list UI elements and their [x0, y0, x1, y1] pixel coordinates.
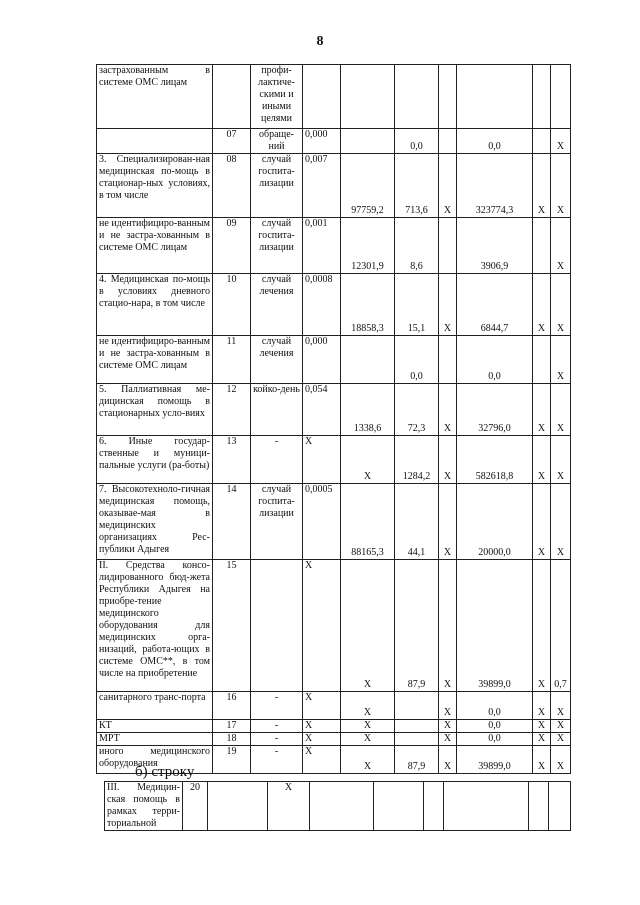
cell-name: III. Медицин-ская помощь в рамках терри-ториальной [105, 782, 183, 831]
cell-name: застрахованным в системе ОМС лицам [97, 65, 213, 129]
cell-name: КТ [97, 720, 213, 733]
cell-unit: обраще-ний [251, 129, 303, 154]
cell-c9: X [533, 692, 551, 720]
cell-c7 [424, 782, 444, 831]
cell-c8: 0,0 [457, 733, 533, 746]
cell-c10: X [551, 218, 571, 274]
cell-c7: X [439, 436, 457, 484]
cell-c6 [395, 733, 439, 746]
cell-c8: 3906,9 [457, 218, 533, 274]
cell-c9: X [533, 720, 551, 733]
cell-unit [251, 560, 303, 692]
cell-c6: 87,9 [395, 746, 439, 774]
cell-name: иного медицинского оборудования [97, 746, 213, 774]
cell-c9 [533, 336, 551, 384]
cell-unit: случай госпита-лизации [251, 218, 303, 274]
cell-c9: X [533, 560, 551, 692]
cell-num: 09 [213, 218, 251, 274]
cell-c6: 713,6 [395, 154, 439, 218]
cell-c7: X [439, 154, 457, 218]
cell-num: 15 [213, 560, 251, 692]
cell-c6: 44,1 [395, 484, 439, 560]
cell-num: 10 [213, 274, 251, 336]
cell-c6: 0,0 [395, 129, 439, 154]
cell-c7: X [439, 560, 457, 692]
cell-c8: 0,0 [457, 129, 533, 154]
table-row [97, 436, 571, 484]
cell-c9: X [533, 733, 551, 746]
cell-unit: - [251, 692, 303, 720]
table-row [97, 218, 571, 274]
cell-norm: X [303, 560, 341, 692]
cell-norm [303, 65, 341, 129]
cell-c5: 18858,3 [341, 274, 395, 336]
cell-name: не идентифициро-ванным и не застра-хованным в системе ОМС лицам [97, 218, 213, 274]
cell-num: 14 [213, 484, 251, 560]
cell-c7: X [439, 384, 457, 436]
cell-c6 [395, 720, 439, 733]
cell-c8: 0,0 [457, 692, 533, 720]
table-row [97, 65, 571, 129]
cell-c6: 1284,2 [395, 436, 439, 484]
cell-name: II. Средства консо-лидированного бюд-жета Республики Адыгея на приобре-тение медицинского оборудования для медицинских орга-низаций, работа-ющих в системе ОМС**, в том числе на приобретение [97, 560, 213, 692]
cell-c10: X [551, 720, 571, 733]
cell-c6 [395, 65, 439, 129]
table-row [97, 336, 571, 384]
cell-c8: 0,0 [457, 720, 533, 733]
cell-norm: X [303, 436, 341, 484]
cell-c6: 8,6 [395, 218, 439, 274]
table-row [97, 274, 571, 336]
cell-c9: X [533, 746, 551, 774]
cell-c8: 20000,0 [457, 484, 533, 560]
cell-c10: 0,7 [551, 560, 571, 692]
cell-c8: 32796,0 [457, 384, 533, 436]
cell-num: 20 [183, 782, 208, 831]
page-number: 8 [316, 34, 324, 49]
table-row [105, 782, 571, 831]
cell-c5: 97759,2 [341, 154, 395, 218]
cell-num: 12 [213, 384, 251, 436]
cell-c9 [529, 782, 549, 831]
cell-unit: - [251, 436, 303, 484]
cell-c8 [444, 782, 529, 831]
cell-norm: 0,0008 [303, 274, 341, 336]
cell-c8: 0,0 [457, 336, 533, 384]
cell-c7 [439, 65, 457, 129]
table-row [97, 692, 571, 720]
cell-name: 3. Специализирован-ная медицинская по-мощь в стационар-ных условиях, в том числе [97, 154, 213, 218]
cell-c5: 12301,9 [341, 218, 395, 274]
cell-unit: случай лечения [251, 274, 303, 336]
cell-c9: X [533, 484, 551, 560]
cell-c10: X [551, 129, 571, 154]
cell-c5: 1338,6 [341, 384, 395, 436]
table-row [97, 154, 571, 218]
cell-name: 7. Высокотехноло-гичная медицинская помощь, оказывае-мая в медицинских организациях Рес-публики Адыгея [97, 484, 213, 560]
cell-name: МРТ [97, 733, 213, 746]
cell-c5: 88165,3 [341, 484, 395, 560]
cell-c9 [533, 65, 551, 129]
cell-norm: X [303, 720, 341, 733]
cell-c7: X [439, 484, 457, 560]
cell-c5 [341, 129, 395, 154]
cell-c10: X [551, 484, 571, 560]
cell-num: 13 [213, 436, 251, 484]
cell-num [213, 65, 251, 129]
section-caption: б) строку [135, 764, 195, 780]
cell-c8: 6844,7 [457, 274, 533, 336]
cell-norm: X [303, 692, 341, 720]
cell-name: не идентифициро-ванным и не застра-хованным в системе ОМС лицам [97, 336, 213, 384]
cell-c7: X [439, 274, 457, 336]
cell-num: 17 [213, 720, 251, 733]
cell-c5 [310, 782, 374, 831]
cell-unit: - [251, 720, 303, 733]
cell-num: 08 [213, 154, 251, 218]
cell-unit: койко-день [251, 384, 303, 436]
cell-c7: X [439, 692, 457, 720]
cell-c5: X [341, 746, 395, 774]
cell-c10: X [551, 336, 571, 384]
cell-c5: X [341, 733, 395, 746]
table-row [97, 733, 571, 746]
table-row [97, 384, 571, 436]
cell-num: 18 [213, 733, 251, 746]
cell-norm: 0,0005 [303, 484, 341, 560]
cell-c6 [374, 782, 424, 831]
cell-unit: - [251, 733, 303, 746]
cell-unit: случай госпита-лизации [251, 154, 303, 218]
cell-c8 [457, 65, 533, 129]
cell-norm: 0,000 [303, 336, 341, 384]
table-row [97, 560, 571, 692]
cell-name [97, 129, 213, 154]
cell-c6: 0,0 [395, 336, 439, 384]
table-row [97, 129, 571, 154]
cell-c5 [341, 336, 395, 384]
cell-c5: X [341, 560, 395, 692]
cell-c5: X [341, 720, 395, 733]
cell-c7: X [439, 746, 457, 774]
cell-c9: X [533, 384, 551, 436]
cell-name: санитарного транс-порта [97, 692, 213, 720]
cell-name: 6. Иные государ-ственные и муници-пальные услуги (ра-боты) [97, 436, 213, 484]
cell-c10 [551, 65, 571, 129]
cell-c9 [533, 129, 551, 154]
cell-unit: профи-лактиче-скими и иными целями [251, 65, 303, 129]
cell-c8: 39899,0 [457, 746, 533, 774]
cell-norm: 0,001 [303, 218, 341, 274]
cell-c10 [549, 782, 571, 831]
table-row [97, 484, 571, 560]
cell-unit [208, 782, 268, 831]
cell-c7 [439, 218, 457, 274]
cell-c8: 39899,0 [457, 560, 533, 692]
cell-norm: X [303, 733, 341, 746]
cell-c9: X [533, 154, 551, 218]
cell-norm: 0,054 [303, 384, 341, 436]
cell-c10: X [551, 274, 571, 336]
cell-c6: 72,3 [395, 384, 439, 436]
cell-c5 [341, 65, 395, 129]
cell-norm: 0,007 [303, 154, 341, 218]
cell-c6: 15,1 [395, 274, 439, 336]
cell-c8: 582618,8 [457, 436, 533, 484]
cell-norm: X [303, 746, 341, 774]
data-table [96, 64, 571, 774]
cell-c5: X [341, 436, 395, 484]
cell-num: 19 [213, 746, 251, 774]
cell-unit: - [251, 746, 303, 774]
cell-num: 11 [213, 336, 251, 384]
cell-c9: X [533, 274, 551, 336]
continuation-table [104, 781, 571, 831]
cell-unit: случай лечения [251, 336, 303, 384]
cell-c7: X [439, 720, 457, 733]
cell-c9 [533, 218, 551, 274]
cell-num: 16 [213, 692, 251, 720]
cell-norm: 0,000 [303, 129, 341, 154]
cell-num: 07 [213, 129, 251, 154]
cell-c10: X [551, 746, 571, 774]
cell-name: 5. Паллиативная ме-дицинская помощь в стационарных усло-виях [97, 384, 213, 436]
cell-c10: X [551, 692, 571, 720]
cell-c7 [439, 129, 457, 154]
table-row [97, 720, 571, 733]
cell-norm: X [268, 782, 310, 831]
cell-c10: X [551, 436, 571, 484]
cell-c6: 87,9 [395, 560, 439, 692]
cell-c10: X [551, 733, 571, 746]
cell-c6 [395, 692, 439, 720]
cell-c10: X [551, 384, 571, 436]
cell-c5: X [341, 692, 395, 720]
cell-c7 [439, 336, 457, 384]
cell-unit: случай госпита-лизации [251, 484, 303, 560]
cell-c7: X [439, 733, 457, 746]
cell-c9: X [533, 436, 551, 484]
cell-c8: 323774,3 [457, 154, 533, 218]
cell-name: 4. Медицинская по-мощь в условиях дневного стацио-нара, в том числе [97, 274, 213, 336]
cell-c10: X [551, 154, 571, 218]
